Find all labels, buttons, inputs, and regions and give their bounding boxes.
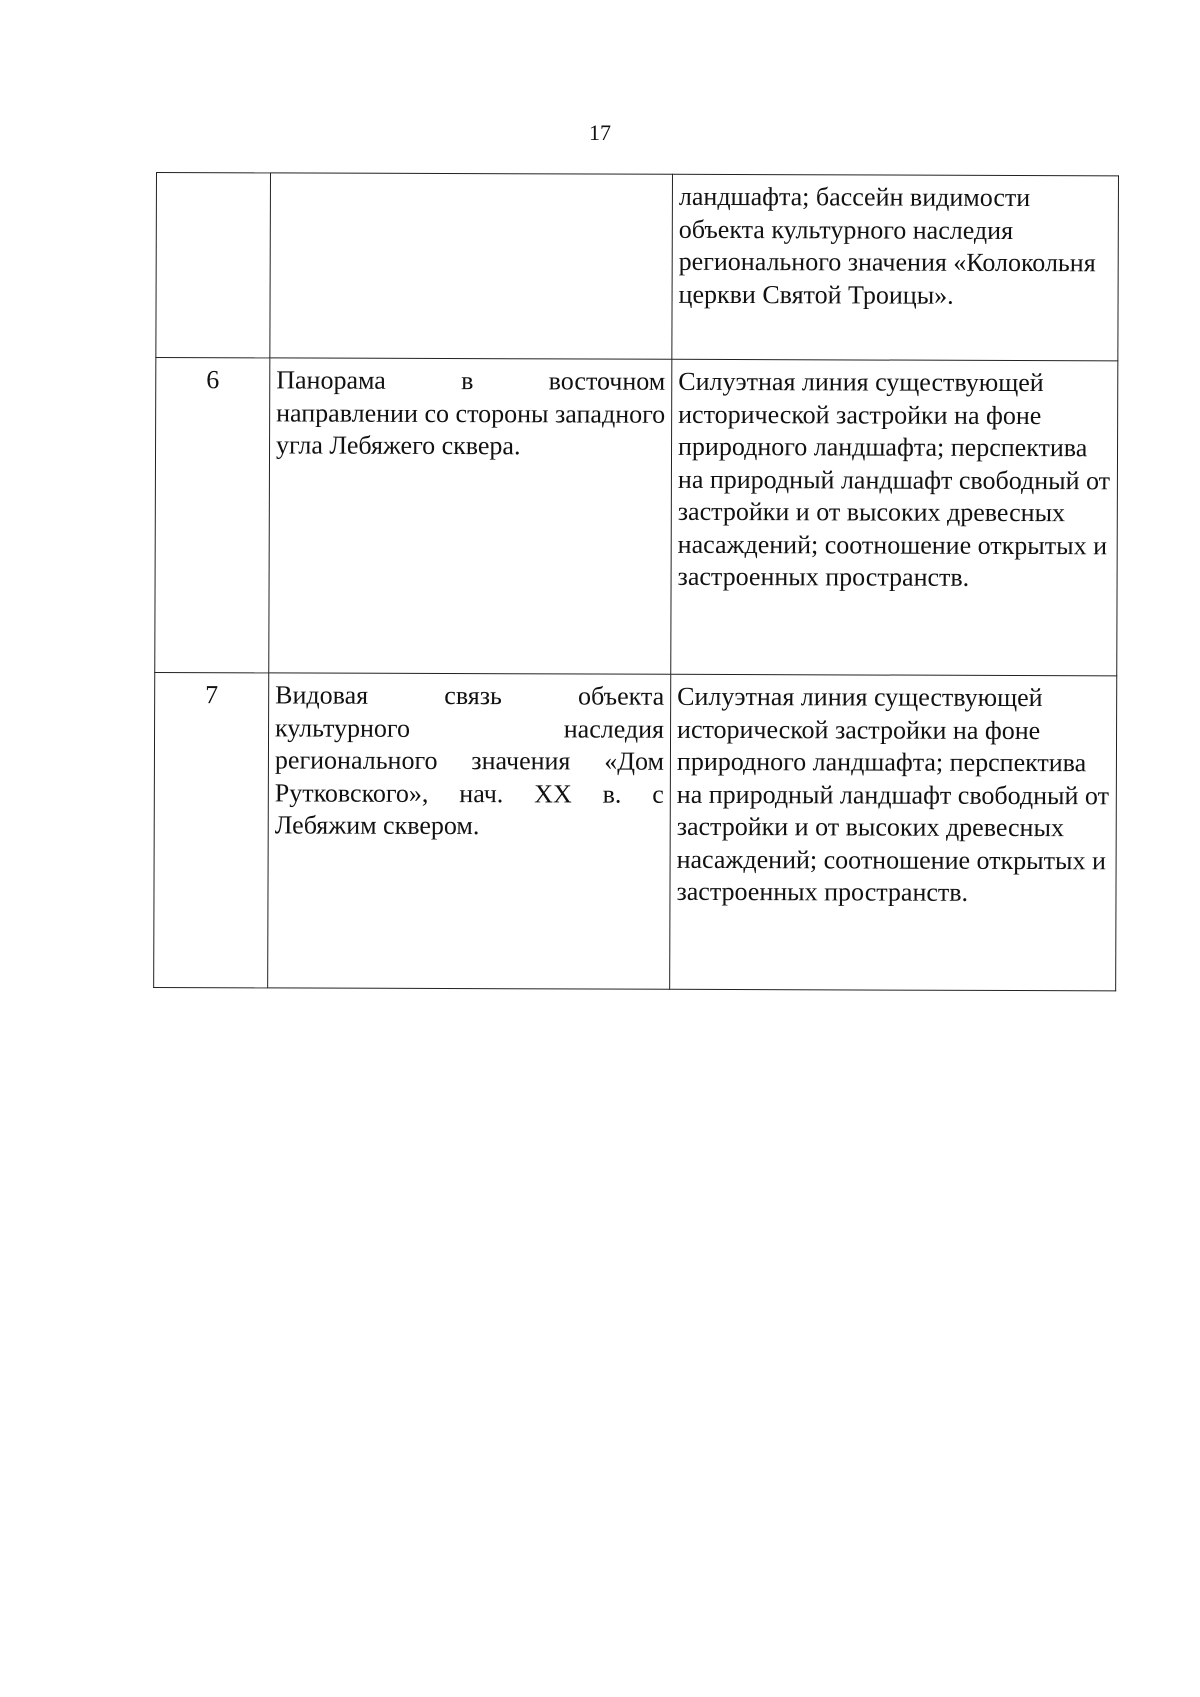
view-name-cell (270, 173, 673, 359)
view-name-cell: Видовая связь объекта культурного наследия регионального значения «Дом Рутковского», нач. XX в. с Лебяжим сквером. (268, 673, 671, 989)
table-row (155, 358, 1118, 676)
table-row (154, 672, 1117, 990)
table-row-continuation (156, 173, 1119, 361)
row-number-cell (156, 173, 271, 358)
protection-requirements-cell: Силуэтная линия существующей исторической застройки на фоне природного ландшафта; перспектива на природный ландшафт свободный от застройки и от высоких древесных насаждений; соотношение открытых и застроенных пространств. (671, 359, 1118, 676)
row-number-cell: 7 (154, 672, 269, 987)
row-number-cell: 6 (155, 358, 270, 673)
protection-requirements-cell: Силуэтная линия существующей исторической застройки на фоне природного ландшафта; перспектива на природный ландшафт свободный от застройки и от высоких древесных насаждений; соотношение открытых и застроенных пространств. (670, 674, 1117, 991)
protection-requirements-cell: ландшафта; бассейн видимости объекта культурного наследия регионального значения «Колокольня церкви Святой Троицы». (672, 174, 1119, 361)
page-number: 17 (589, 120, 611, 145)
view-name-cell: Панорама в восточном направлении со стороны западного угла Лебяжего сквера. (269, 358, 672, 674)
document-table (153, 172, 1119, 991)
